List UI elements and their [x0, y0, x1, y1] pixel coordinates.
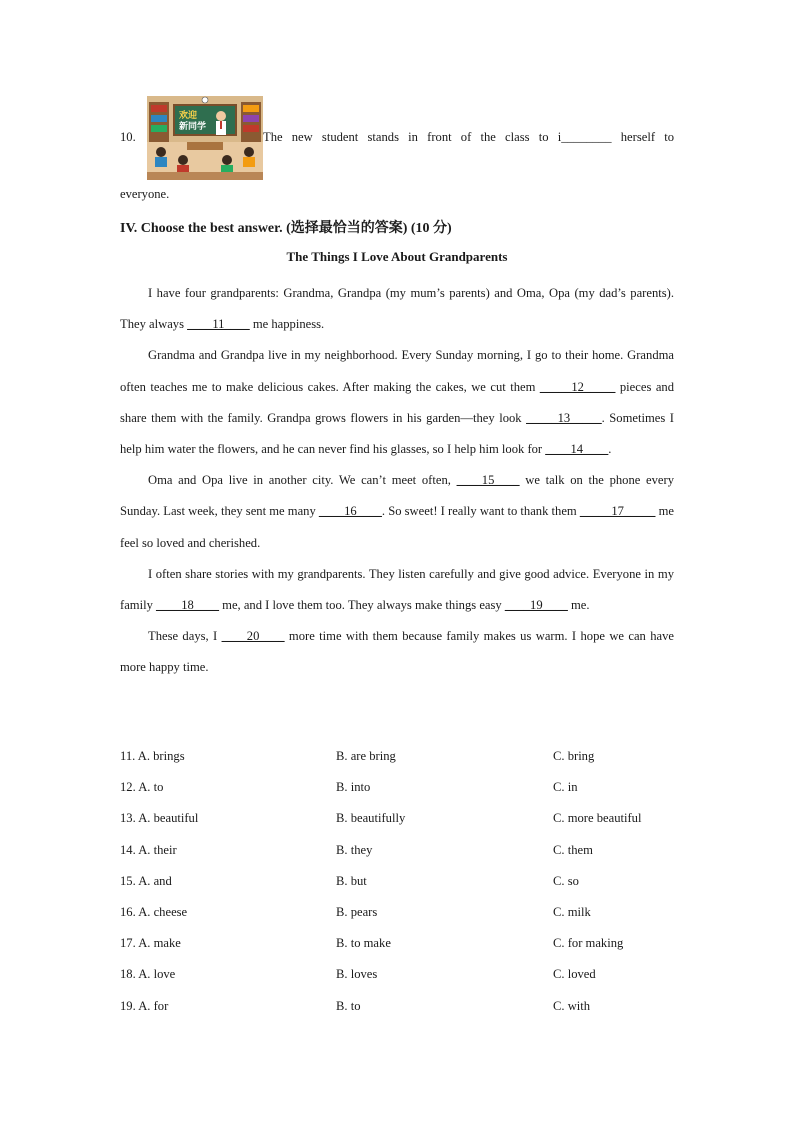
option-c[interactable]: C. so	[553, 873, 579, 888]
passage-text: me happiness.	[249, 317, 325, 332]
option-a[interactable]: 19. A. for	[120, 998, 169, 1013]
passage-paragraph	[120, 278, 674, 340]
passage-text: . Sometimes I help him water the flowers, and he can never find his glasses, so I help him look for	[120, 410, 674, 457]
option-b[interactable]: B. are bring	[336, 749, 396, 763]
answer-options	[120, 745, 674, 1026]
answer-blank[interactable]: _____17_____	[579, 504, 656, 519]
answer-blank[interactable]: ____14____	[545, 442, 609, 457]
option-a[interactable]: 15. A. and	[120, 873, 172, 888]
cloze-passage	[120, 278, 674, 684]
answer-blank[interactable]: _____12_____	[539, 379, 616, 394]
answer-blank[interactable]: ____16____	[318, 504, 382, 519]
answer-blank[interactable]: _____13_____	[526, 410, 602, 425]
option-c[interactable]: C. milk	[553, 904, 591, 919]
answer-blank[interactable]: ____19____	[504, 598, 568, 613]
option-row	[120, 901, 674, 932]
passage-text: pieces and share them with the family. Grandpa grows flowers in his garden—they look	[120, 379, 674, 425]
option-b[interactable]: B. loves	[336, 967, 378, 982]
option-a[interactable]: 12. A. to	[120, 780, 164, 795]
option-c[interactable]: C. for making	[553, 936, 624, 951]
option-a[interactable]: 13. A. beautiful	[120, 811, 199, 826]
option-b[interactable]: B. but	[336, 873, 367, 888]
answer-blank[interactable]: ____11____	[187, 317, 250, 332]
passage-text: . So sweet! I really want to thank them	[381, 504, 580, 519]
option-row	[120, 807, 674, 838]
passage-paragraph	[120, 621, 674, 683]
passage-paragraph	[120, 465, 674, 559]
welcome-board-text: 欢迎	[179, 111, 198, 121]
passage-text: me, and I love them too. They always make things easy	[219, 598, 505, 613]
option-a[interactable]: 16. A. cheese	[120, 904, 188, 919]
passage-text: Oma and Opa live in another city. We can’t meet often,	[148, 473, 457, 488]
question-10	[120, 96, 674, 180]
option-b[interactable]: B. beautifully	[336, 811, 406, 826]
option-b[interactable]: B. they	[336, 842, 373, 857]
passage-text: more time with them because family makes us warm. I hope we can have more happy time.	[120, 629, 674, 675]
answer-blank[interactable]: ____15____	[456, 473, 520, 488]
answer-blank[interactable]: ____20____	[221, 629, 285, 644]
passage-paragraph	[120, 559, 674, 621]
option-row	[120, 963, 674, 994]
option-a[interactable]: 17. A. make	[120, 936, 181, 951]
option-row	[120, 839, 674, 870]
classroom-illustration	[147, 96, 263, 180]
option-row	[120, 932, 674, 963]
passage-text: me.	[567, 598, 590, 613]
passage-text: Grandma and Grandpa live in my neighborhood. Every Sunday morning, I go to their home. Grandma often teaches me to make delicious cakes. After making the cakes, we cut them	[120, 348, 674, 394]
passage-text: we talk on the phone every Sunday. Last week, they sent me many	[120, 473, 674, 519]
option-a[interactable]: 14. A. their	[120, 842, 177, 857]
answer-blank[interactable]: ____18____	[156, 598, 219, 613]
option-c[interactable]: C. loved	[553, 967, 596, 982]
option-c[interactable]: C. bring	[553, 749, 595, 763]
option-b[interactable]: B. to	[336, 998, 361, 1013]
passage-text: I often share stories with my grandparents. They listen carefully and give good advice. Everyone in my family	[120, 566, 674, 613]
option-b[interactable]: B. to make	[336, 936, 391, 951]
passage-text: These days, I	[148, 629, 222, 644]
section-heading: IV. Choose the best answer. (选择最恰当的答案) (10 分)	[120, 221, 452, 236]
option-row	[120, 995, 674, 1026]
option-row	[120, 776, 674, 807]
option-row	[120, 745, 674, 776]
option-c[interactable]: C. them	[553, 842, 593, 857]
passage-text: me feel so loved and cherished.	[120, 504, 674, 550]
option-a[interactable]: 11. A. brings	[120, 749, 185, 763]
passage-text: .	[608, 442, 612, 457]
question-number: 10.	[120, 130, 136, 144]
option-c[interactable]: C. more beautiful	[553, 811, 642, 826]
option-b[interactable]: B. into	[336, 780, 371, 795]
question-10-text: The new student stands in front of the class to i________ herself to	[263, 130, 674, 144]
passage-text: I have four grandparents: Grandma, Grandpa (my mum’s parents) and Oma, Opa (my dad’s parents). They always	[120, 286, 674, 332]
option-row	[120, 870, 674, 901]
option-a[interactable]: 18. A. love	[120, 967, 176, 982]
svg-text:新同学: 新同学	[179, 122, 207, 132]
option-c[interactable]: C. with	[553, 998, 591, 1013]
option-c[interactable]: C. in	[553, 780, 578, 795]
option-b[interactable]: B. pears	[336, 904, 378, 919]
question-10-continuation: everyone.	[120, 187, 170, 201]
passage-title: The Things I Love About Grandparents	[286, 249, 508, 264]
passage-paragraph	[120, 340, 674, 465]
